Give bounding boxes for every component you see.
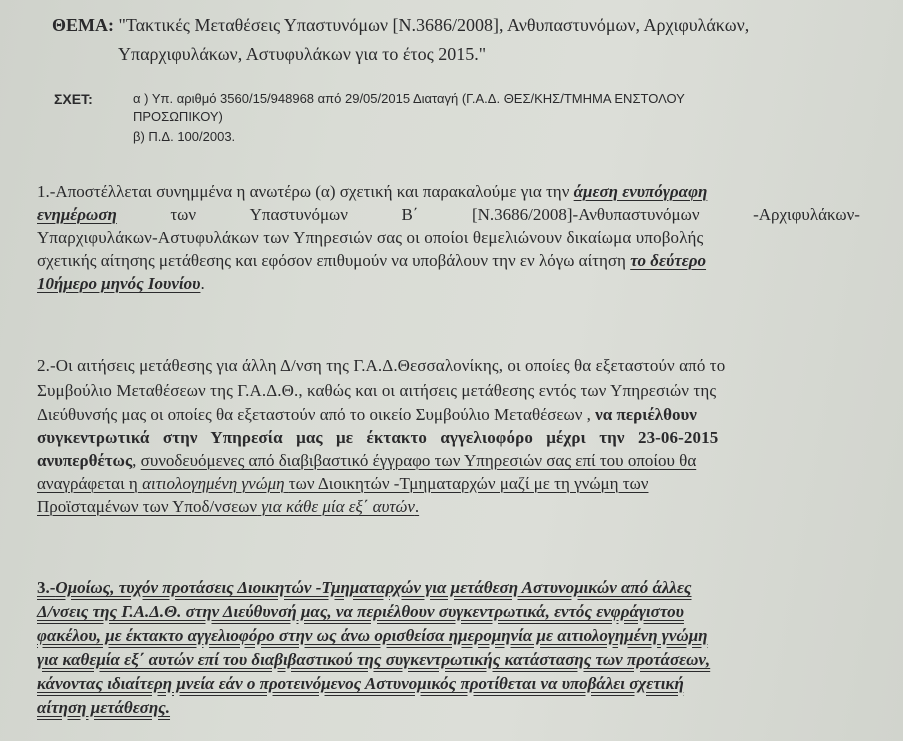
- paragraph2-line-7: [37, 497, 419, 517]
- p1-text: Υπαστυνόμων: [249, 205, 348, 224]
- reference-b: β) Π.Δ. 100/2003.: [133, 129, 236, 144]
- p3-emphasis: Ομοίως, τυχόν προτάσεις Διοικητών -Τμηματαρχών για μετάθεση Αστυνομικών από άλλες: [55, 578, 692, 597]
- p1-text: -Αρχιφυλάκων-: [753, 205, 860, 224]
- subject-text-2: Υπαρχιφυλάκων, Αστυφυλάκων για το έτος 2015.": [118, 44, 487, 64]
- paragraph3-line-4: για καθεμία εξ΄ αυτών επί του διαβιβαστικού της συγκεντρωτικής κατάστασης των προτάσεων,: [37, 650, 711, 669]
- p1-text: Β΄: [401, 205, 419, 224]
- paragraph1-line-1: [37, 182, 707, 202]
- p1-emphasis: το δεύτερο: [630, 251, 707, 270]
- paragraph2-line-2: Συμβούλιο Μεταθέσεων της Γ.Α.Δ.Θ., καθώς και οι αιτήσεις μετάθεσης εντός των Υπηρεσιών της: [37, 381, 717, 400]
- paragraph2-line-6: [37, 474, 648, 494]
- p1-text: των: [170, 205, 197, 224]
- p2-italic: για κάθε μία εξ΄ αυτών: [261, 497, 415, 516]
- p2-underlined: συνοδευόμενες από διαβιβαστικό έγγραφο των Υπηρεσιών σας επί του οποίου θα: [140, 451, 697, 470]
- p1-emphasis: ενημέρωση: [37, 205, 117, 224]
- p2-bold: να περιέλθουν: [595, 405, 697, 424]
- p1-text: σχετικής αίτησης μετάθεσης και εφόσον επιθυμούν να υποβάλουν την εν λόγω αίτηση: [37, 251, 626, 270]
- paragraph1-line-5: [37, 274, 205, 294]
- p2-text: ,: [132, 451, 137, 470]
- p1-emphasis: 10ήμερο μηνός Ιουνίου: [37, 274, 201, 293]
- p2-underlined: των Διοικητών -Τμηματαρχών μαζί με τη γνώμη των: [288, 474, 649, 493]
- paragraph2-line-1: 2.-Οι αιτήσεις μετάθεσης για άλλη Δ/νση της Γ.Α.Δ.Θεσσαλονίκης, οι οποίες θα εξεταστούν από το: [37, 356, 726, 375]
- p1-emphasis: άμεση ενυπόγραφη: [573, 182, 708, 201]
- paragraph2-line-4: συγκεντρωτικά στην Υπηρεσία μας με έκτακτο αγγελιοφόρο μέχρι την 23-06-2015: [37, 428, 719, 447]
- p2-italic: αιτιολογημένη γνώμη: [142, 474, 285, 493]
- p2-text: Διεύθυνσής μας οι οποίες θα εξεταστούν από το οικείο Συμβούλιο Μεταθέσεων ,: [37, 405, 591, 424]
- p2-underlined: αναγράφεται η: [37, 474, 138, 493]
- paragraph1-line-2: [37, 205, 860, 225]
- subject-line-2: [118, 44, 486, 64]
- paragraph3-line-5: κάνοντας ιδιαίτερη μνεία εάν ο προτεινόμενος Αστυνομικός προτίθεται να υποβάλει σχετική: [37, 674, 684, 693]
- subject-text-1: "Τακτικές Μεταθέσεις Υπαστυνόμων [Ν.3686/2008], Ανθυπαστυνόμων, Αρχιφυλάκων,: [118, 15, 750, 35]
- paragraph3-line-2: Δ/νσεις της Γ.Α.Δ.Θ. στην Διεύθυνσή μας, να περιέλθουν συγκεντρωτικά, εντός ενφράγιστου: [37, 602, 684, 621]
- paragraph3-line-1: [37, 578, 692, 598]
- p1-text: [Ν.3686/2008]-Ανθυπαστυνόμων: [471, 205, 700, 224]
- reference-a-line-2: ΠΡΟΣΩΠΙΚΟΥ): [133, 109, 223, 124]
- paragraph1-line-3: Υπαρχιφυλάκων-Αστυφυλάκων των Υπηρεσιών σας οι οποίοι θεμελιώνουν δικαίωμα υποβολής: [37, 228, 704, 247]
- references-label: ΣΧΕΤ:: [54, 91, 93, 107]
- p2-text: .: [414, 497, 420, 516]
- subject-label: ΘΕΜΑ:: [52, 15, 114, 35]
- p1-text: 1.-Αποστέλλεται συνημμένα η ανωτέρω (α) σχετική και παρακαλούμε για την: [37, 182, 570, 201]
- p2-bold: ανυπερθέτως: [37, 451, 133, 470]
- reference-a-line-1: α ) Υπ. αριθμό 3560/15/948968 από 29/05/2015 Διαταγή (Γ.Α.Δ. ΘΕΣ/ΚΗΣ/ΤΜΗΜΑ ΕΝΣΤΟΛΟΥ: [133, 91, 685, 106]
- subject-line-1: [52, 15, 749, 35]
- p1-text: .: [200, 274, 205, 293]
- paragraph3-line-6: αίτηση μετάθεσης.: [37, 698, 171, 717]
- paragraph1-line-4: [37, 251, 706, 271]
- paragraph3-line-3: φακέλου, με έκτακτο αγγελιοφόρο στην ως άνω ορισθείσα ημερομηνία με αιτιολογημένη γνώμη: [37, 626, 708, 645]
- paragraph2-line-5: [37, 451, 696, 471]
- p3-text: 3.-: [37, 578, 56, 597]
- p2-underlined: Προϊσταμένων των Υποδ/νσεων: [37, 497, 258, 516]
- paragraph2-line-3: [37, 405, 697, 425]
